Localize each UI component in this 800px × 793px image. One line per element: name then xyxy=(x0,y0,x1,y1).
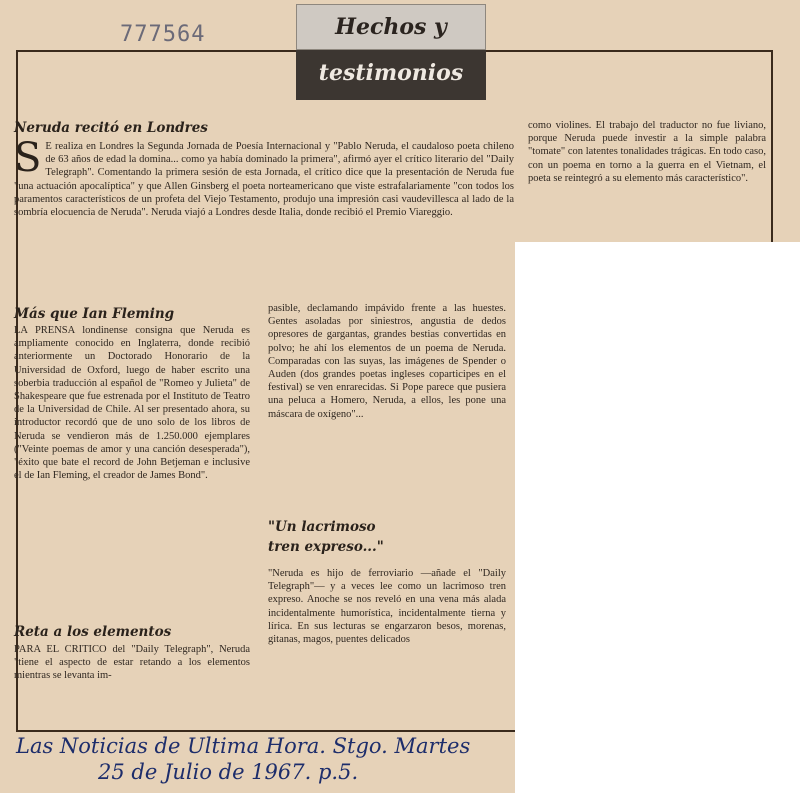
section-body-fleming: LA PRENSA londinense consigna que Neruda es ampliamente conocido en Inglaterra, donde recibió anteriormente un Doctorado Honorario de la Universidad de Oxford, luego de haber escrito una soberbia traducción al español de "Romeo y Julieta" de Shakespeare que fue estrenada por el Instituto de Teatro de la Universidad de Chile. Al ser presentado ahora, su introductor recordó que de uno solo de los libros de Neruda se vendieron más de 1.250.000 ejemplares ("Veinte poemas de amor y una canción desesperada"), "éxito que bate el record de John Betjeman e inclusive el de Ian Fleming, el creador de James Bond". xyxy=(14,325,250,482)
section-heading-tren xyxy=(268,517,506,557)
frame-border-right xyxy=(771,50,773,242)
article-heading: Neruda recitó en Londres xyxy=(14,120,208,136)
section-heading-tren-line-1: "Un lacrimoso xyxy=(268,519,376,535)
archive-stamp-number: 777564 xyxy=(120,22,206,47)
section-body-elementos: PARA EL CRITICO del "Daily Telegraph", Neruda "tiene el aspecto de estar retando a los elementos mientras se levanta im- xyxy=(14,644,250,682)
frame-border-bottom xyxy=(16,730,515,732)
section-body-tren: "Neruda es hijo de ferroviario —añade el "Daily Telegraph"— y a veces lee como un lacrimoso tren expreso. Anoche se nos reveló en una vena más alada incidentalmente humorística, incidentalmente tierna y lírica. En sus lecturas se engarzaron besos, morenas, gitanas, magos, puentes delicados xyxy=(268,568,506,646)
article-lead-text: E realiza en Londres la Segunda Jornada de Poesía Internacional y "Pablo Neruda, el caudaloso poeta chileno de 63 años de edad la domina... como ya había dominado la primera", afirmó ayer el crítico literario del "Daily Telegraph". Comentando la primera sesión de esta Jornada, el crítico dice que la presentación de Neruda fue "una actuación apocalíptica" y que Allen Ginsberg el poeta norteamericano que viste estrafalariamente "con todos los paramentos característicos de un profeta del Viejo Testamento, produjo una impresión casi vaudevillesca al lado de la sombría elocuencia de Neruda". Neruda viajó a Londres desde Italia, donde recibió el Premio Viareggio. xyxy=(14,141,514,219)
title-line-1: Hechos y xyxy=(335,14,447,40)
title-top-panel xyxy=(296,4,486,50)
handwritten-source: Las Noticias de Ultima Hora. Stgo. Martes xyxy=(16,734,471,758)
section-heading-fleming: Más que Ian Fleming xyxy=(14,306,175,322)
section-heading-tren-line-2: tren expreso..." xyxy=(268,539,384,555)
title-line-2: testimonios xyxy=(318,60,464,86)
middle-column-text: pasible, declamando impávido frente a las huestes. Gentes asoladas por siniestros, angustia de dedos opresores de gargantas, grandes bestias convertidas en polvo; he ahí los elementos de un poema de Neruda. Comparadas con las suyas, las imágenes de Spender o Auden (dos grandes poetas ingleses coparticipes en el festival) se ven enrarecidas. Si Pope parece que pusiera una peluca a Homero, Neruda, a ellos, les pone una máscara de oxígeno"... xyxy=(268,303,506,420)
section-heading-elementos: Reta a los elementos xyxy=(14,624,172,640)
column-title xyxy=(296,4,486,100)
article-lead-paragraph xyxy=(14,135,514,219)
handwritten-date: 25 de Julio de 1967. p.5. xyxy=(98,760,359,784)
title-bottom-panel xyxy=(296,50,486,100)
blank-white-area xyxy=(515,242,800,793)
right-column-text: como violines. El trabajo del traductor no fue liviano, porque Neruda puede investir a la simple palabra "tomate" con latentes tonalidades trágicas. En todo caso, con un poema en torno a la guerra en el Vietnam, el poeta se reintegró a su elemento más característico". xyxy=(528,120,766,184)
drop-cap: S xyxy=(14,135,42,181)
